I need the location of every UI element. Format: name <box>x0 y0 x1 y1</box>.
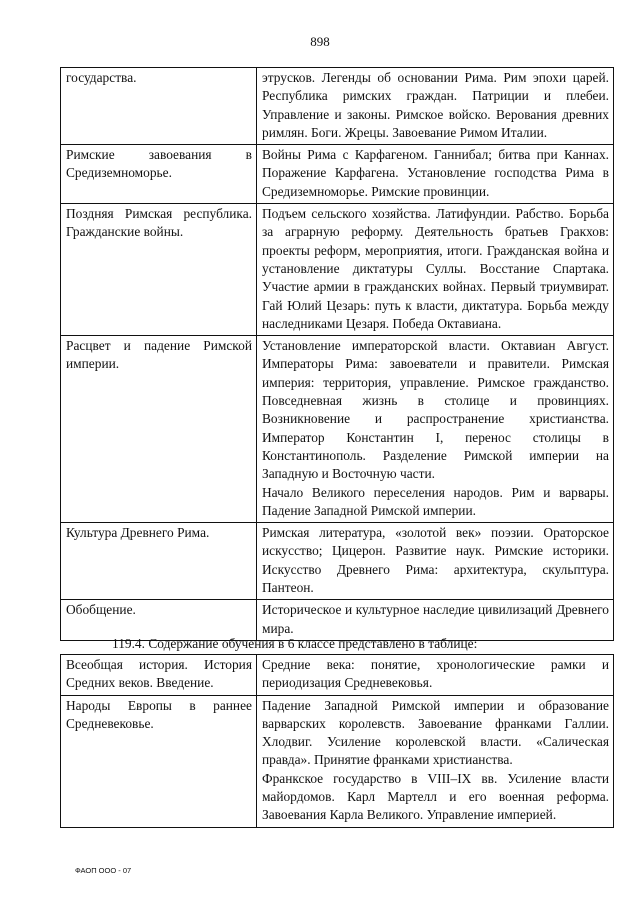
content-paragraph: Подъем сельского хозяйства. Латифундии. Рабство. Борьба за аграрную реформу. Деятельность братьев Гракхов: проекты реформ, мероприятия, итоги. Гражданская война и установление диктатуры Суллы. Восстание Спартака. Участие армии в гражданских войнах. Первый триумвират. Гай Юлий Цезарь: путь к власти, диктатура. Борьба между наследниками Цезаря. Победа Октавиана. <box>262 206 609 331</box>
content-paragraph: этрусков. Легенды об основании Рима. Рим эпохи царей. Республика римских граждан. Патриции и плебеи. Управление и законы. Римское войско. Верования древних римлян. Боги. Жрецы. Завоевание Римом Италии. <box>262 70 609 140</box>
content-paragraph: Франкское государство в VIII–IX вв. Усиление власти майордомов. Карл Мартелл и его военная реформа. Завоевания Карла Великого. Управление империей. <box>262 770 609 823</box>
topic-cell: Народы Европы в раннее Средневековье. <box>61 695 257 827</box>
topic-cell: Поздняя Римская республика. Гражданские войны. <box>61 204 257 336</box>
content-cell <box>257 655 614 696</box>
topic-cell: государства. <box>61 68 257 145</box>
topic-cell: Расцвет и падение Римской империи. <box>61 336 257 523</box>
content-paragraph: Средние века: понятие, хронологические рамки и периодизация Средневековья. <box>262 657 609 691</box>
content-paragraph: Установление императорской власти. Октавиан Август. Императоры Рима: завоеватели и правители. Римская империя: территория, управление. Римское гражданство. Повседневная жизнь в столице и провинциях. Возникновение и распространение христианства. Император Константин I, перенос столицы в Константинополь. Разделение Римской империи на Западную и Восточную части. <box>262 338 609 482</box>
history-table-6-grade <box>60 654 614 828</box>
table-row <box>61 68 614 145</box>
topic-cell: Римские завоевания в Средиземноморье. <box>61 145 257 204</box>
topic-cell: Обобщение. <box>61 600 257 641</box>
content-cell <box>257 523 614 600</box>
topic-cell: Культура Древнего Рима. <box>61 523 257 600</box>
content-paragraph: Падение Западной Римской империи и образование варварских королевств. Завоевание франками Галлии. Хлодвиг. Усиление королевской власти. «Салическая правда». Принятие франками христианства. <box>262 697 609 768</box>
table-row <box>61 204 614 336</box>
content-paragraph: Римская литература, «золотой век» поэзии. Ораторское искусство; Цицерон. Развитие наук. Римские историки. Искусство Древнего Рима: архитектура, скульптура. Пантеон. <box>262 525 609 596</box>
content-paragraph: Начало Великого переселения народов. Рим и варвары. Падение Западной Римской империи. <box>262 484 609 518</box>
footer-code: ФАОП ООО - 07 <box>75 866 132 875</box>
table-row <box>61 145 614 204</box>
table-row <box>61 695 614 827</box>
content-cell <box>257 336 614 523</box>
section-caption: 119.4. Содержание обучения в 6 классе представлено в таблице: <box>112 636 478 651</box>
table-row <box>61 336 614 523</box>
topic-cell: Всеобщая история. История Средних веков. Введение. <box>61 655 257 696</box>
content-paragraph: Войны Рима с Карфагеном. Ганнибал; битва при Каннах. Поражение Карфагена. Установление господства Рима в Средиземноморье. Римские провинции. <box>262 147 609 199</box>
history-table-5-grade <box>60 67 614 641</box>
content-cell <box>257 204 614 336</box>
page-number: 898 <box>310 34 330 49</box>
content-cell <box>257 695 614 827</box>
table-row <box>61 523 614 600</box>
content-paragraph: Историческое и культурное наследие цивилизаций Древнего мира. <box>262 602 609 636</box>
table-row <box>61 655 614 696</box>
content-cell <box>257 145 614 204</box>
content-cell <box>257 68 614 145</box>
